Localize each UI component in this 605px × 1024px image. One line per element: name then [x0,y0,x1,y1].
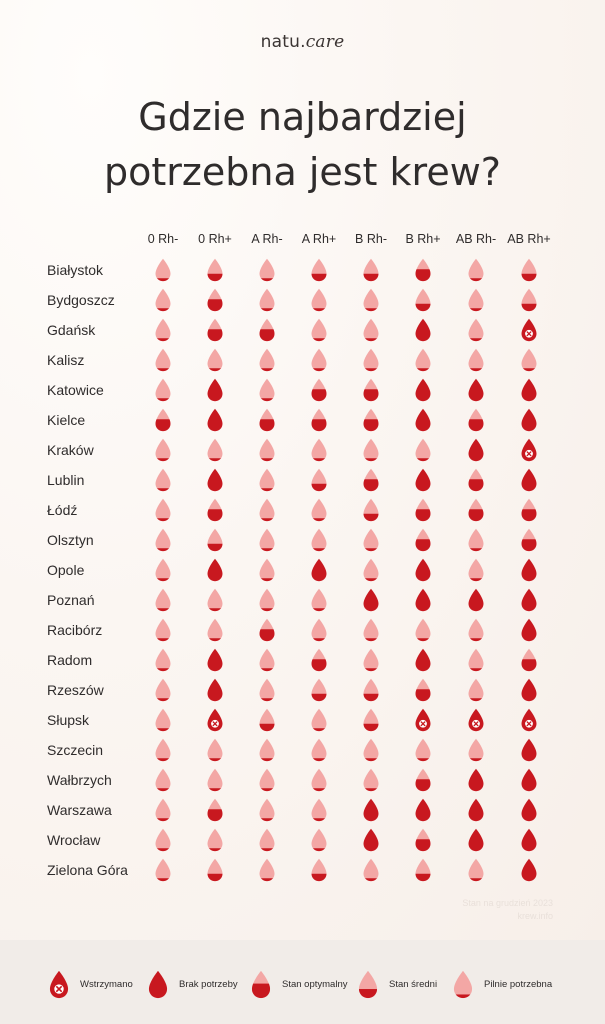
blood-drop-urgent-icon [362,558,380,582]
blood-drop-urgent-icon [467,678,485,702]
blood-drop-stopped-icon [206,708,224,732]
blood-drop-urgent-icon [154,258,172,282]
blood-drop-urgent-icon [467,648,485,672]
blood-drop-urgent-icon [154,648,172,672]
blood-drop-optimal-icon [258,618,276,642]
blood-drop-optimal-icon [362,408,380,432]
blood-drop-urgent-icon [206,768,224,792]
blood-drop-optimal-icon [414,828,432,852]
blood-drop-urgent-icon [154,858,172,882]
blood-drop-urgent-icon [258,768,276,792]
legend-label: Stan średni [389,979,438,990]
blood-drop-optimal-icon [414,498,432,522]
legend [0,940,605,1024]
city-label: Bydgoszcz [47,292,115,308]
blood-drop-full-icon [467,768,485,792]
title-line-2: potrzebna jest krew? [104,150,501,194]
blood-drop-medium-icon [520,258,538,282]
blood-drop-optimal-icon [414,768,432,792]
blood-drop-urgent-icon [258,828,276,852]
city-label: Poznań [47,592,95,608]
blood-drop-full-icon [147,970,169,999]
blood-drop-urgent-icon [467,318,485,342]
blood-drop-medium-icon [362,708,380,732]
blood-drop-optimal-icon [206,798,224,822]
blood-drop-urgent-icon [206,738,224,762]
blood-drop-urgent-icon [310,318,328,342]
column-header: A Rh+ [301,232,337,246]
blood-drop-full-icon [206,678,224,702]
blood-drop-full-icon [362,588,380,612]
blood-drop-urgent-icon [310,768,328,792]
brand-name-italic: care [305,32,345,52]
city-label: Olsztyn [47,532,94,548]
blood-drop-full-icon [206,468,224,492]
blood-drop-full-icon [520,408,538,432]
blood-drop-urgent-icon [154,618,172,642]
blood-drop-full-icon [520,858,538,882]
blood-drop-urgent-icon [258,468,276,492]
city-label: Zielona Góra [47,862,128,878]
blood-drop-full-icon [310,558,328,582]
blood-drop-medium-icon [357,970,379,999]
blood-drop-urgent-icon [467,558,485,582]
blood-drop-optimal-icon [520,498,538,522]
source-note [462,897,553,923]
blood-drop-full-icon [362,798,380,822]
city-label: Słupsk [47,712,90,728]
blood-drop-urgent-icon [154,318,172,342]
blood-drop-urgent-icon [258,558,276,582]
brand-name-main: natu. [260,32,306,52]
blood-drop-full-icon [467,438,485,462]
blood-drop-urgent-icon [154,288,172,312]
blood-drop-optimal-icon [206,498,224,522]
blood-drop-urgent-icon [414,618,432,642]
blood-drop-urgent-icon [467,258,485,282]
column-header: A Rh- [251,232,283,246]
blood-drop-full-icon [206,378,224,402]
blood-drop-urgent-icon [258,588,276,612]
blood-drop-stopped-icon [520,438,538,462]
blood-drop-urgent-icon [206,348,224,372]
city-label: Warszawa [47,802,112,818]
blood-drop-optimal-icon [362,378,380,402]
blood-drop-full-icon [414,408,432,432]
blood-drop-stopped-icon [520,708,538,732]
blood-drop-urgent-icon [258,648,276,672]
blood-drop-urgent-icon [310,708,328,732]
blood-drop-urgent-icon [258,858,276,882]
blood-drop-urgent-icon [258,678,276,702]
blood-drop-medium-icon [258,708,276,732]
blood-drop-full-icon [206,648,224,672]
blood-drop-medium-icon [362,678,380,702]
blood-drop-full-icon [520,558,538,582]
blood-drop-urgent-icon [414,348,432,372]
city-label: Gdańsk [47,322,96,338]
blood-drop-urgent-icon [258,528,276,552]
blood-drop-urgent-icon [310,528,328,552]
blood-drop-urgent-icon [310,288,328,312]
city-label: Wrocław [47,832,101,848]
blood-drop-urgent-icon [362,768,380,792]
column-header: 0 Rh- [147,232,179,246]
blood-drop-urgent-icon [258,438,276,462]
blood-drop-optimal-icon [250,970,272,999]
blood-drop-optimal-icon [310,648,328,672]
blood-drop-urgent-icon [467,618,485,642]
legend-label: Wstrzymano [80,979,133,990]
blood-drop-medium-icon [206,528,224,552]
blood-drop-urgent-icon [258,738,276,762]
city-label: Kalisz [47,352,85,368]
blood-drop-medium-icon [414,858,432,882]
blood-drop-full-icon [414,468,432,492]
blood-drop-full-icon [520,468,538,492]
blood-drop-urgent-icon [206,828,224,852]
city-label: Lublin [47,472,85,488]
blood-drop-urgent-icon [258,258,276,282]
blood-drop-urgent-icon [154,708,172,732]
blood-drop-medium-icon [206,858,224,882]
blood-drop-urgent-icon [154,438,172,462]
blood-drop-full-icon [520,828,538,852]
blood-drop-stopped-icon [48,970,70,999]
blood-drop-full-icon [414,648,432,672]
note-source: krew.info [517,911,553,921]
blood-drop-urgent-icon [310,498,328,522]
legend-item-no-need [147,970,238,999]
legend-item-stopped [48,970,133,999]
blood-drop-optimal-icon [206,288,224,312]
blood-drop-urgent-icon [452,970,474,999]
blood-drop-medium-icon [310,858,328,882]
note-date: Stan na grudzień 2023 [462,898,553,908]
blood-drop-urgent-icon [310,828,328,852]
blood-drop-optimal-icon [520,648,538,672]
city-label: Białystok [47,262,104,278]
blood-drop-medium-icon [362,258,380,282]
blood-drop-urgent-icon [467,348,485,372]
blood-drop-optimal-icon [154,408,172,432]
blood-drop-urgent-icon [154,738,172,762]
city-label: Łódź [47,502,78,518]
legend-label: Stan optymalny [282,979,348,990]
blood-drop-urgent-icon [362,438,380,462]
blood-drop-optimal-icon [258,318,276,342]
blood-drop-urgent-icon [154,468,172,492]
blood-drop-full-icon [467,588,485,612]
blood-drop-urgent-icon [362,648,380,672]
blood-drop-urgent-icon [310,588,328,612]
city-label: Szczecin [47,742,104,758]
blood-drop-urgent-icon [154,828,172,852]
blood-drop-urgent-icon [206,618,224,642]
blood-drop-urgent-icon [310,348,328,372]
blood-drop-urgent-icon [206,438,224,462]
blood-drop-urgent-icon [154,678,172,702]
blood-drop-optimal-icon [467,408,485,432]
legend-item-medium [357,970,437,999]
blood-drop-urgent-icon [154,348,172,372]
blood-drop-urgent-icon [310,738,328,762]
blood-drop-urgent-icon [154,798,172,822]
legend-label: Brak potrzeby [179,979,238,990]
blood-drop-urgent-icon [258,378,276,402]
blood-drop-full-icon [362,828,380,852]
blood-drop-full-icon [520,588,538,612]
blood-drop-urgent-icon [362,288,380,312]
page-title [0,90,605,200]
column-header: AB Rh- [455,232,497,246]
blood-drop-urgent-icon [362,528,380,552]
blood-drop-urgent-icon [414,738,432,762]
blood-drop-medium-icon [362,498,380,522]
blood-drop-urgent-icon [258,498,276,522]
blood-drop-urgent-icon [467,858,485,882]
blood-drop-full-icon [467,378,485,402]
blood-drop-optimal-icon [362,468,380,492]
blood-drop-optimal-icon [414,528,432,552]
blood-drop-optimal-icon [310,408,328,432]
blood-drop-full-icon [414,798,432,822]
blood-drop-medium-icon [310,258,328,282]
blood-drop-full-icon [206,558,224,582]
blood-drop-urgent-icon [414,438,432,462]
blood-drop-urgent-icon [258,348,276,372]
blood-drop-stopped-icon [467,708,485,732]
blood-drop-optimal-icon [206,318,224,342]
legend-item-urgent [452,970,552,999]
blood-drop-urgent-icon [362,738,380,762]
blood-drop-urgent-icon [154,498,172,522]
blood-drop-urgent-icon [310,438,328,462]
blood-drop-full-icon [520,618,538,642]
column-header: AB Rh+ [507,232,551,246]
blood-drop-full-icon [414,558,432,582]
blood-drop-urgent-icon [258,288,276,312]
blood-drop-urgent-icon [362,318,380,342]
city-label: Opole [47,562,85,578]
blood-drop-medium-icon [520,288,538,312]
blood-drop-full-icon [414,378,432,402]
column-header: B Rh+ [405,232,441,246]
blood-drop-urgent-icon [154,378,172,402]
blood-drop-urgent-icon [362,348,380,372]
blood-drop-optimal-icon [467,498,485,522]
blood-drop-urgent-icon [310,798,328,822]
blood-drop-full-icon [520,798,538,822]
blood-drop-urgent-icon [154,768,172,792]
blood-drop-urgent-icon [467,288,485,312]
title-line-1: Gdzie najbardziej [138,95,467,139]
blood-drop-urgent-icon [467,738,485,762]
blood-drop-full-icon [520,738,538,762]
blood-drop-urgent-icon [258,798,276,822]
blood-drop-optimal-icon [258,408,276,432]
blood-drop-urgent-icon [154,588,172,612]
blood-drop-full-icon [414,588,432,612]
blood-drop-full-icon [520,378,538,402]
blood-drop-stopped-icon [520,318,538,342]
city-label: Wałbrzych [47,772,112,788]
city-label: Radom [47,652,93,668]
blood-drop-urgent-icon [310,618,328,642]
blood-drop-urgent-icon [467,528,485,552]
blood-drop-full-icon [414,318,432,342]
city-label: Kielce [47,412,86,428]
blood-drop-full-icon [206,408,224,432]
blood-drop-full-icon [520,768,538,792]
legend-label: Pilnie potrzebna [484,979,553,990]
blood-drop-medium-icon [310,468,328,492]
blood-drop-optimal-icon [414,678,432,702]
city-label: Rzeszów [47,682,104,698]
blood-drop-urgent-icon [154,558,172,582]
blood-drop-medium-icon [206,258,224,282]
blood-drop-stopped-icon [414,708,432,732]
blood-drop-medium-icon [310,678,328,702]
blood-drop-optimal-icon [310,378,328,402]
blood-drop-optimal-icon [520,528,538,552]
legend-item-optimal [250,970,347,999]
blood-drop-urgent-icon [362,618,380,642]
column-header: 0 Rh+ [198,232,232,246]
blood-drop-urgent-icon [206,588,224,612]
blood-drop-optimal-icon [414,258,432,282]
city-label: Racibórz [47,622,103,638]
blood-drop-full-icon [467,828,485,852]
blood-drop-full-icon [467,798,485,822]
brand-logo [0,32,605,52]
blood-drop-urgent-icon [362,858,380,882]
blood-drop-full-icon [520,678,538,702]
blood-drop-medium-icon [414,288,432,312]
blood-drop-urgent-icon [154,528,172,552]
city-label: Katowice [47,382,104,398]
city-label: Kraków [47,442,94,458]
blood-drop-urgent-icon [520,348,538,372]
column-header: B Rh- [355,232,387,246]
blood-drop-optimal-icon [467,468,485,492]
